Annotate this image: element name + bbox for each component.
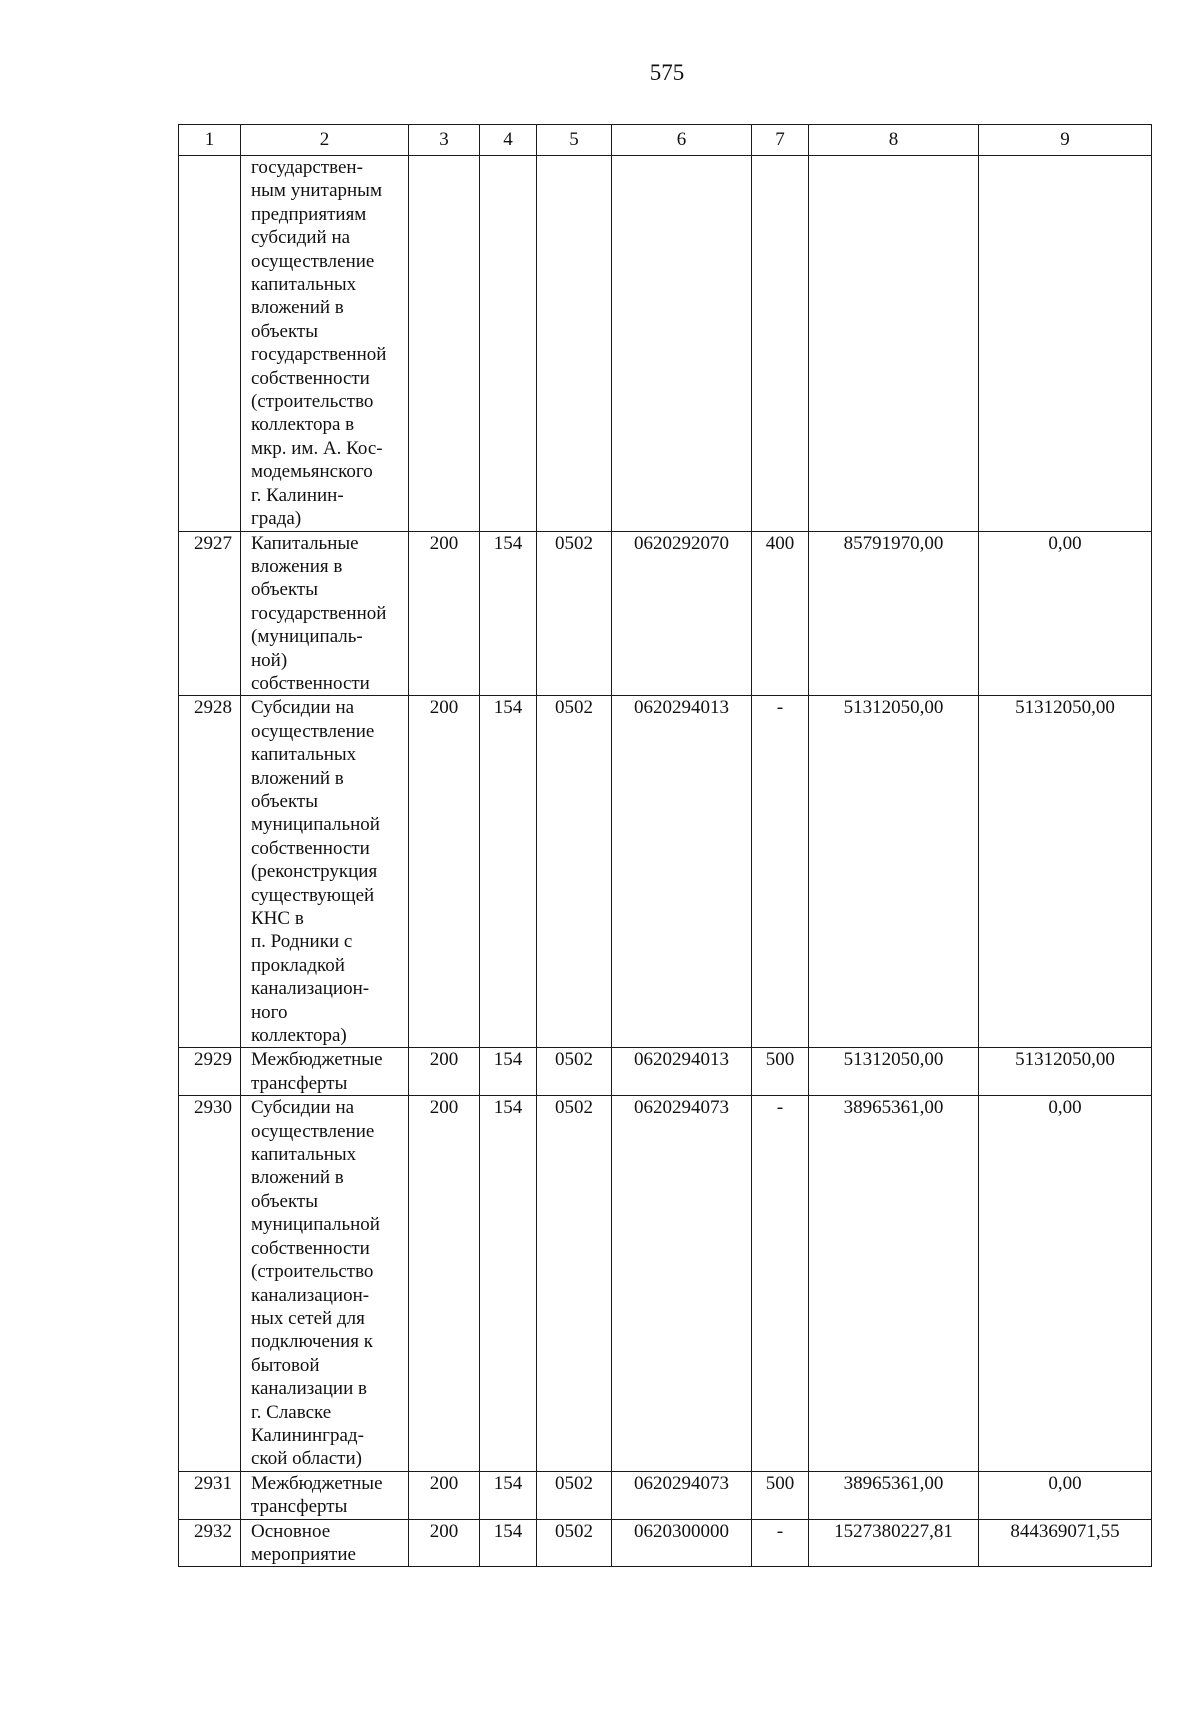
cell-col-6: 0620292070	[612, 531, 752, 696]
cell-col-4: 154	[480, 1048, 537, 1096]
cell-col-4: 154	[480, 696, 537, 1048]
cell-col-5: 0502	[537, 531, 612, 696]
row-number: 2931	[179, 1471, 241, 1519]
description-line: г. Калинин-	[251, 484, 344, 506]
cell-col-7: -	[752, 1519, 809, 1567]
row-number	[179, 156, 241, 532]
description-line: объекты	[251, 320, 319, 342]
table-row	[179, 1471, 1152, 1519]
cell-col-9: 51312050,00	[979, 696, 1152, 1048]
description-line: государственной	[251, 602, 387, 624]
cell-col-3	[409, 156, 480, 532]
cell-col-8: 38965361,00	[809, 1096, 979, 1472]
cell-col-9: 51312050,00	[979, 1048, 1152, 1096]
cell-col-9: 0,00	[979, 1096, 1152, 1472]
description-line: капитальных	[251, 274, 357, 296]
description-line: объекты	[251, 579, 319, 601]
description-line: субсидий на	[251, 227, 351, 249]
description-line: собственности	[251, 672, 370, 694]
description-line: собственности	[251, 1237, 370, 1259]
cell-col-3: 200	[409, 1471, 480, 1519]
description-line: осуществление	[251, 1120, 375, 1142]
row-number: 2930	[179, 1096, 241, 1472]
row-number: 2927	[179, 531, 241, 696]
table-row	[179, 1519, 1152, 1567]
row-description	[241, 1048, 409, 1096]
table-row	[179, 156, 1152, 532]
description-line: коллектора в	[251, 414, 355, 436]
cell-col-7: 500	[752, 1048, 809, 1096]
description-line: ской области)	[251, 1448, 362, 1470]
description-line: п. Родники с	[251, 931, 353, 953]
row-description	[241, 1471, 409, 1519]
cell-col-3: 200	[409, 531, 480, 696]
cell-col-3: 200	[409, 1519, 480, 1567]
cell-col-4: 154	[480, 1471, 537, 1519]
row-number: 2929	[179, 1048, 241, 1096]
column-header-2: 2	[241, 125, 409, 156]
cell-col-5: 0502	[537, 1519, 612, 1567]
row-number: 2928	[179, 696, 241, 1048]
description-line: г. Славске	[251, 1401, 332, 1423]
column-header-1: 1	[179, 125, 241, 156]
cell-col-7: 500	[752, 1471, 809, 1519]
row-description	[241, 156, 409, 532]
description-line: Капитальные	[251, 532, 359, 554]
row-description	[241, 696, 409, 1048]
cell-col-8: 38965361,00	[809, 1471, 979, 1519]
description-line: муниципальной	[251, 1214, 380, 1236]
description-line: вложений в	[251, 767, 344, 789]
cell-col-4: 154	[480, 1096, 537, 1472]
description-line: Субсидии на	[251, 1097, 355, 1119]
description-line: бытовой	[251, 1354, 320, 1376]
description-line: ной)	[251, 649, 288, 671]
cell-col-5: 0502	[537, 696, 612, 1048]
cell-col-5: 0502	[537, 1048, 612, 1096]
description-line: муниципальной	[251, 814, 380, 836]
description-line: государственной	[251, 344, 387, 366]
table-row	[179, 1048, 1152, 1096]
cell-col-9: 0,00	[979, 1471, 1152, 1519]
page-number: 575	[649, 60, 685, 85]
description-line: осуществление	[251, 250, 375, 272]
description-line: мкр. им. А. Кос-	[251, 437, 383, 459]
description-line: вложения в	[251, 555, 343, 577]
description-line: подключения к	[251, 1331, 374, 1353]
cell-col-9	[979, 156, 1152, 532]
description-line: существующей	[251, 884, 375, 906]
cell-col-8	[809, 156, 979, 532]
description-line: Субсидии на	[251, 697, 355, 719]
cell-col-7: -	[752, 1096, 809, 1472]
description-line: града)	[251, 508, 302, 530]
cell-col-3: 200	[409, 696, 480, 1048]
description-line: вложений в	[251, 1167, 344, 1189]
description-line: собственности	[251, 367, 370, 389]
description-line: ных сетей для	[251, 1307, 365, 1329]
cell-col-8: 51312050,00	[809, 696, 979, 1048]
column-header-6: 6	[612, 125, 752, 156]
cell-col-7: -	[752, 696, 809, 1048]
table-row	[179, 696, 1152, 1048]
description-line: объекты	[251, 790, 319, 812]
description-line: (муниципаль-	[251, 626, 363, 648]
column-header-9: 9	[979, 125, 1152, 156]
description-line: капитальных	[251, 744, 357, 766]
cell-col-4: 154	[480, 1519, 537, 1567]
cell-col-6	[612, 156, 752, 532]
column-header-8: 8	[809, 125, 979, 156]
cell-col-7	[752, 156, 809, 532]
cell-col-8: 1527380227,81	[809, 1519, 979, 1567]
row-description	[241, 1096, 409, 1472]
cell-col-6: 0620294073	[612, 1096, 752, 1472]
description-line: трансферты	[251, 1072, 348, 1094]
table-row	[179, 1096, 1152, 1472]
budget-table	[178, 124, 1152, 1567]
column-header-5: 5	[537, 125, 612, 156]
description-line: канализацион-	[251, 1284, 370, 1306]
cell-col-7: 400	[752, 531, 809, 696]
cell-col-4	[480, 156, 537, 532]
table-body	[179, 156, 1152, 1567]
column-header-4: 4	[480, 125, 537, 156]
description-line: вложений в	[251, 297, 344, 319]
description-line: трансферты	[251, 1496, 348, 1518]
description-line: ного	[251, 1001, 288, 1023]
cell-col-4: 154	[480, 531, 537, 696]
cell-col-3: 200	[409, 1096, 480, 1472]
description-line: канализации в	[251, 1378, 367, 1400]
description-line: (строительство	[251, 1261, 374, 1283]
description-line: КНС в	[251, 908, 304, 929]
cell-col-8: 85791970,00	[809, 531, 979, 696]
cell-col-9: 0,00	[979, 531, 1152, 696]
header-row	[179, 125, 1152, 156]
cell-col-9: 844369071,55	[979, 1519, 1152, 1567]
description-line: Основное	[251, 1520, 331, 1542]
cell-col-3: 200	[409, 1048, 480, 1096]
column-header-7: 7	[752, 125, 809, 156]
description-line: объекты	[251, 1190, 319, 1212]
cell-col-5	[537, 156, 612, 532]
cell-col-6: 0620294013	[612, 1048, 752, 1096]
column-header-3: 3	[409, 125, 480, 156]
row-description	[241, 531, 409, 696]
description-line: Калининград-	[251, 1424, 364, 1446]
description-line: мероприятие	[251, 1543, 356, 1565]
description-line: ным унитарным	[251, 180, 382, 202]
description-line: (реконструкция	[251, 861, 378, 883]
cell-col-6: 0620294073	[612, 1471, 752, 1519]
description-line: капитальных	[251, 1144, 357, 1166]
row-description	[241, 1519, 409, 1567]
cell-col-5: 0502	[537, 1471, 612, 1519]
description-line: государствен-	[251, 157, 363, 178]
description-line: канализацион-	[251, 978, 370, 1000]
description-line: коллектора)	[251, 1025, 347, 1047]
cell-col-8: 51312050,00	[809, 1048, 979, 1096]
row-number: 2932	[179, 1519, 241, 1567]
description-line: модемьянского	[251, 461, 373, 483]
table-row	[179, 531, 1152, 696]
description-line: осуществление	[251, 720, 375, 742]
description-line: Межбюджетные	[251, 1049, 383, 1071]
description-line: собственности	[251, 837, 370, 859]
description-line: предприятиям	[251, 203, 367, 225]
description-line: (строительство	[251, 391, 374, 413]
cell-col-6: 0620294013	[612, 696, 752, 1048]
cell-col-6: 0620300000	[612, 1519, 752, 1567]
cell-col-5: 0502	[537, 1096, 612, 1472]
description-line: прокладкой	[251, 954, 345, 976]
description-line: Межбюджетные	[251, 1472, 383, 1494]
